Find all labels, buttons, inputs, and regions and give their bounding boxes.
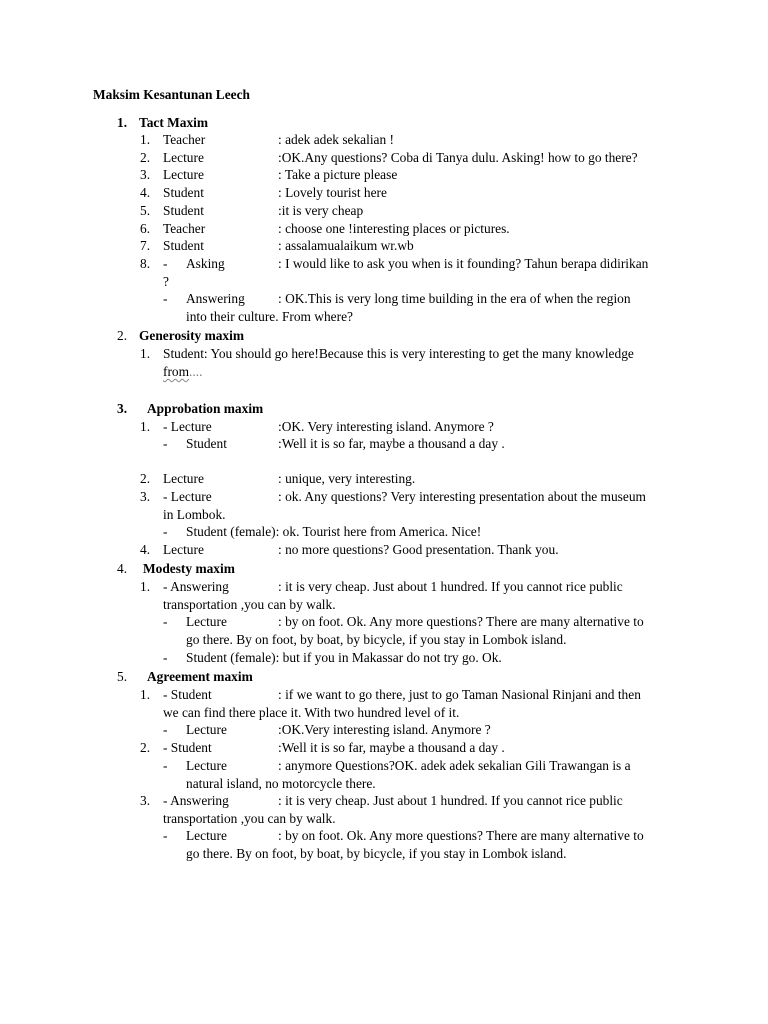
list-item-continuation: transportation ,you can by walk. <box>163 811 336 826</box>
section-5-number: 5. <box>117 669 128 684</box>
list-item-continuation: go there. By on foot, by boat, by bicycle, if you stay in Lombok island. <box>186 846 567 861</box>
section-3-number: 3. <box>117 401 128 416</box>
section-2-heading: Generosity maxim <box>139 328 244 343</box>
section-1-number: 1. <box>117 115 128 130</box>
list-item-continuation: we can find there place it. With two hundred level of it. <box>163 705 460 720</box>
section-5-heading: Agreement maxim <box>147 669 253 684</box>
section-2-number: 2. <box>117 328 128 343</box>
section-4-number: 4. <box>117 561 128 576</box>
list-item-continuation: transportation ,you can by walk. <box>163 597 336 612</box>
section-1-heading: Tact Maxim <box>139 115 209 130</box>
list-item-continuation: from.... <box>163 364 203 379</box>
section-3-heading: Approbation maxim <box>147 401 264 416</box>
list-item-continuation: ? <box>163 274 169 289</box>
list-item-continuation: in Lombok. <box>163 507 226 522</box>
list-item-continuation: natural island, no motorcycle there. <box>186 776 376 791</box>
document-page: Maksim Kesantunan Leech 1. Tact Maxim 1. Teacher : adek adek sekalian ! 2. Lecture :OK.Any questions? Coba di Tanya dulu. Asking! how to go there? 3. Lecture : Take a picture please 4. Student : Lovely tourist here 5. Student :it is very cheap 6. Teacher : choose one !interesting places or pictures. 7. Student : assalamualaikum wr.wb 8. - Asking : I would like to ask you when is it founding? Tahun berapa didirikan ? - Answering : OK.This is very long time building in the era of when the region into their culture. From where? 2. Generosity maxim 1. Student: You should go here!Because this is very interesting to get the many knowledge from.... 3. Approbation maxim 1. - Lecture :OK. Very interesting island. Anymore ? - Student :Well it is so far, maybe a thousand a day . 2. Lecture : unique, very interesting. 3. - Lecture : ok. Any questions? Very interesting presentation about the museum in Lombok. - Student (female): ok. Tourist here from America. Nice! 4. Lecture : no more questions? Good presentation. Thank you. 4. Modesty maxim 1. - Answering : it is very cheap. Just about 1 hundred. If you cannot rice public transportation ,you can by walk. - Lecture : by on foot. Ok. Any more questions? There are many alternative to go there. By on foot, by boat, by bicycle, if you stay in Lombok island. - Student (female): but if you in Makassar do not try go. Ok. 5. Agreement maxim 1. - Student : if we want to go there, just to go Taman Nasional Rinjani and then we can find there place it. With two hundred level of it. - Lecture :OK.Very interesting island. Anymore ? 2. - Student :Well it is so far, maybe a thousand a day . - Lecture : anymore Questions?OK. adek adek sekalian Gili Trawangan is a natural island, no motorcycle there. 3. - Answering : it is very cheap. Just about 1 hundred. If you cannot rice public transportation ,you can by walk. - Lecture : by on foot. Ok. Any more questions? There are many alternative to go there. By on foot, by boat, by bicycle, if you stay in Lombok island. <box>93 87 649 861</box>
document-title: Maksim Kesantunan Leech <box>93 87 250 102</box>
list-item-continuation: go there. By on foot, by boat, by bicycle, if you stay in Lombok island. <box>186 632 567 647</box>
section-4-heading: Modesty maxim <box>143 561 235 576</box>
list-item-continuation: into their culture. From where? <box>186 309 353 324</box>
